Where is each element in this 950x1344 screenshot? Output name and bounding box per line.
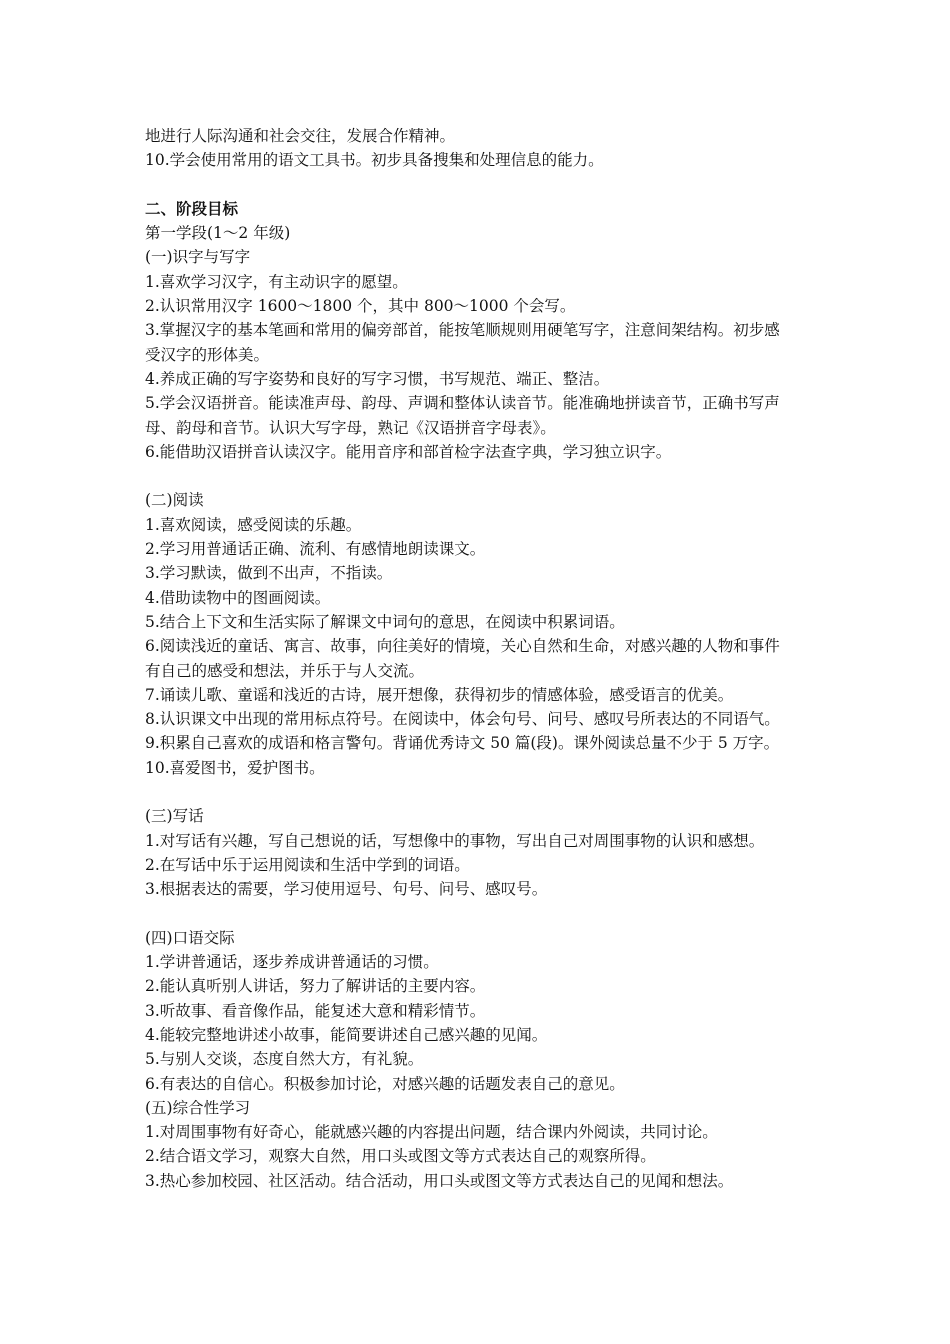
list-item: 3.根据表达的需要，学习使用逗号、句号、问号、感叹号。 (145, 880, 548, 899)
list-item: 3.听故事、看音像作品，能复述大意和精彩情节。 (145, 1001, 486, 1020)
list-item: 2.结合语文学习，观察大自然，用口头或图文等方式表达自己的观察所得。 (145, 1147, 656, 1166)
list-item: 2.在写话中乐于运用阅读和生活中学到的词语。 (145, 855, 470, 874)
list-item: 母、韵母和音节。认识大写字母，熟记《汉语拼音字母表》。 (145, 418, 556, 437)
list-item: 2.能认真听别人讲话，努力了解讲话的主要内容。 (145, 977, 486, 996)
list-item: 6.阅读浅近的童话、寓言、故事，向往美好的情境，关心自然和生命，对感兴趣的人物和事件 (145, 637, 780, 656)
spacer (145, 780, 825, 804)
list-item: 4.借助读物中的图画阅读。 (145, 588, 331, 607)
document-page (145, 124, 825, 1193)
intro-line: 地进行人际沟通和社会交往，发展合作精神。 (145, 127, 456, 145)
list-item: 1.对周围事物有好奇心，能就感兴趣的内容提出问题，结合课内外阅读，共同讨论。 (145, 1123, 718, 1142)
subsection-title-literacy: (一)识字与写字 (145, 248, 251, 267)
section-title: 二、阶段目标 (145, 198, 239, 218)
list-item: 4.养成正确的写字姿势和良好的写字习惯，书写规范、端正、整洁。 (145, 369, 610, 388)
list-item: 5.与别人交谈，态度自然大方，有礼貌。 (145, 1050, 424, 1069)
list-item: 5.学会汉语拼音。能读准声母、韵母、声调和整体认读音节。能准确地拼读音节，正确书写声 (145, 394, 780, 413)
subsection-title-writing: (三)写话 (145, 807, 204, 826)
list-item: 3.学习默读，做到不出声，不指读。 (145, 564, 393, 583)
list-item: 4.能较完整地讲述小故事，能简要讲述自己感兴趣的见闻。 (145, 1025, 548, 1044)
list-item: 3.热心参加校园、社区活动。结合活动，用口头或图文等方式表达自己的见闻和想法。 (145, 1171, 734, 1190)
stage-title: 第一学段(1～2 年级) (145, 224, 291, 243)
list-item: 1.对写话有兴趣，写自己想说的话，写想像中的事物，写出自己对周围事物的认识和感想。 (145, 831, 765, 850)
spacer (145, 902, 825, 926)
spacer (145, 173, 825, 197)
list-item: 1.喜欢阅读，感受阅读的乐趣。 (145, 515, 362, 534)
list-item: 1.喜欢学习汉字，有主动识字的愿望。 (145, 272, 408, 291)
list-item: 6.能借助汉语拼音认读汉字。能用音序和部首检字法查字典，学习独立识字。 (145, 442, 672, 461)
list-item: 2.学习用普通话正确、流利、有感情地朗读课文。 (145, 540, 486, 559)
list-item: 9.积累自己喜欢的成语和格言警句。背诵优秀诗文 50 篇(段)。课外阅读总量不少于 5 万字。 (145, 734, 780, 753)
spacer (145, 464, 825, 488)
list-item: 2.认识常用汉字 1600～1800 个，其中 800～1000 个会写。 (145, 297, 576, 316)
subsection-title-comprehensive: (五)综合性学习 (145, 1098, 251, 1117)
list-item: 5.结合上下文和生活实际了解课文中词句的意思，在阅读中积累词语。 (145, 612, 625, 631)
list-item: 10.喜爱图书，爱护图书。 (145, 758, 325, 777)
list-item: 8.认识课文中出现的常用标点符号。在阅读中，体会句号、问号、感叹号所表达的不同语气。 (145, 710, 780, 729)
list-item: 3.掌握汉字的基本笔画和常用的偏旁部首，能按笔顺规则用硬笔写字，注意间架结构。初步感 (145, 321, 780, 340)
subsection-title-reading: (二)阅读 (145, 491, 204, 510)
intro-line: 10.学会使用常用的语文工具书。初步具备搜集和处理信息的能力。 (145, 151, 604, 170)
list-item: 7.诵读儿歌、童谣和浅近的古诗，展开想像，获得初步的情感体验，感受语言的优美。 (145, 685, 734, 704)
list-item: 有自己的感受和想法，并乐于与人交流。 (145, 661, 425, 680)
list-item: 受汉字的形体美。 (145, 345, 270, 364)
list-item: 6.有表达的自信心。积极参加讨论，对感兴趣的话题发表自己的意见。 (145, 1074, 625, 1093)
list-item: 1.学讲普通话，逐步养成讲普通话的习惯。 (145, 953, 439, 972)
subsection-title-speaking: (四)口语交际 (145, 928, 235, 947)
